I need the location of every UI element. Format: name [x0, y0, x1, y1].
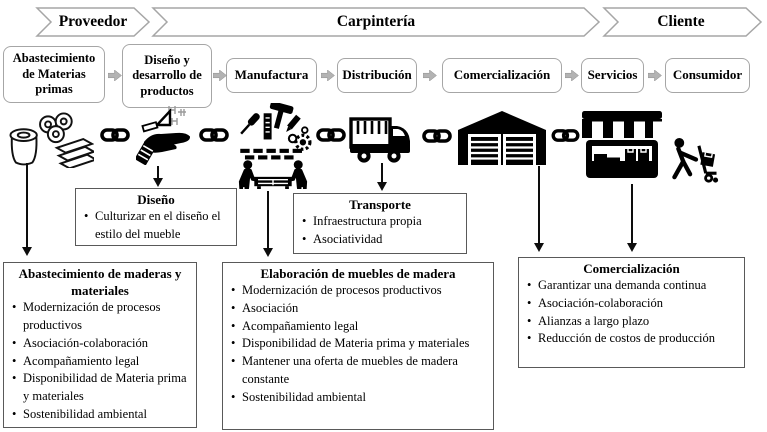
hand-truck-person-icon [668, 137, 720, 184]
stage-box-diseno-desarrollo: Diseño y desarrollo de productos [122, 44, 212, 108]
flow-arrow-icon [565, 70, 579, 81]
detail-bullet: • Asociación-colaboración [526, 295, 740, 313]
detail-bullet: • Sostenibilidad ambiental [11, 406, 192, 424]
callout-diseno-title: Diseño [137, 192, 175, 207]
detail-bullet: • Disponibilidad de Materia prima y materiales [11, 370, 192, 406]
chain-link-icon [100, 126, 130, 144]
flow-arrow-icon [108, 70, 122, 81]
chain-link-icon [422, 127, 452, 145]
chevron-carpinteria-label: Carpintería [336, 13, 416, 30]
stage-box-servicios: Servicios [581, 58, 644, 93]
detail-bullet: • Alianzas a largo plazo [526, 313, 740, 331]
detail-box-elaboracion [222, 262, 494, 430]
detail-box-title: Elaboración de muebles de madera [260, 266, 456, 281]
stage-box-distribucion: Distribución [337, 58, 417, 93]
chevron-cliente-label: Cliente [657, 13, 705, 30]
stage-box-manufactura: Manufactura [226, 58, 317, 93]
detail-bullet: • Disponibilidad de Materia prima y materiales [230, 335, 489, 353]
wood-logs-icon [8, 112, 94, 168]
storefront-icon [580, 111, 664, 181]
detail-bullet: • Acompañamiento legal [230, 318, 489, 336]
chain-link-icon [199, 126, 229, 144]
detail-box-title: Comercialización [583, 261, 680, 276]
detail-bullet: • Sostenibilidad ambiental [230, 389, 489, 407]
detail-box-abastecimiento [3, 262, 197, 428]
flow-arrow-icon [213, 70, 227, 81]
detail-bullet: • Garantizar una demanda continua [526, 277, 740, 295]
callout-transporte-title: Transporte [349, 197, 411, 212]
detail-bullet: • Mantener una oferta de muebles de madera constante [230, 353, 489, 389]
detail-bullet: • Asociación [230, 300, 489, 318]
chain-link-icon [551, 127, 580, 144]
detail-box-title: Abastecimiento de maderas y materiales [18, 266, 182, 299]
detail-bullet: • Acompañamiento legal [11, 353, 192, 371]
flow-arrow-icon [321, 70, 335, 81]
down-arrow-design [157, 166, 159, 179]
callout-diseno-bullet: • Culturizar en el diseño el estilo del mueble [83, 208, 232, 244]
flow-arrow-icon [648, 70, 662, 81]
chevron-proveedor-label: Proveedor [58, 13, 128, 30]
workshop-tools-icon [233, 103, 313, 189]
detail-bullet: • Modernización de procesos productivos [11, 299, 192, 335]
detail-bullet: • Reducción de costos de producción [526, 330, 740, 348]
detail-bullet: • Modernización de procesos productivos [230, 282, 489, 300]
warehouse-icon [456, 109, 548, 165]
flow-arrow-icon [423, 70, 437, 81]
down-arrow-transport [381, 163, 383, 183]
detail-bullet: • Asociación-colaboración [11, 335, 192, 353]
chain-link-icon [316, 126, 346, 144]
down-arrow-manufacture [267, 191, 269, 249]
stage-box-abastecimiento: Abastecimiento de Materias primas [3, 46, 105, 103]
callout-transporte-bullet: • Infraestructura propia [301, 213, 462, 231]
callout-transporte [293, 193, 467, 254]
down-arrow-supply [26, 163, 28, 248]
callout-diseno [75, 188, 237, 246]
down-arrow-store [631, 184, 633, 244]
delivery-truck-icon [348, 113, 414, 165]
callout-transporte-bullet: • Asociatividad [301, 231, 462, 249]
detail-box-comercializacion [518, 257, 745, 368]
stage-box-comercializacion: Comercialización [442, 58, 562, 93]
design-hand-icon [136, 103, 194, 165]
stage-box-consumidor: Consumidor [665, 58, 750, 93]
down-arrow-warehouse [538, 166, 540, 244]
